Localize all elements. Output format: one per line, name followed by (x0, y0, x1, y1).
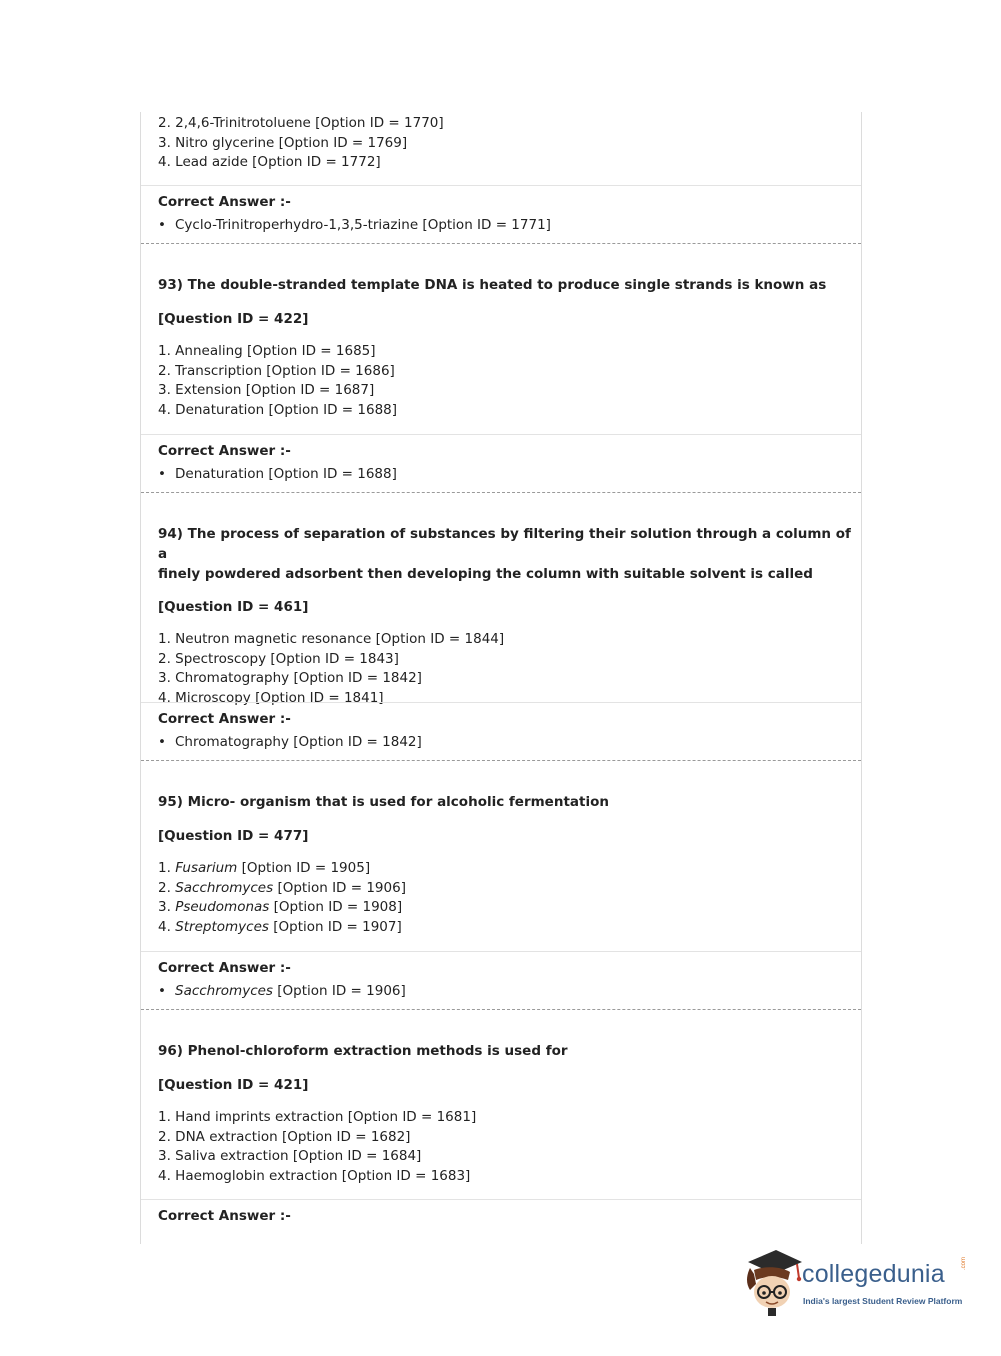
q94-correct-answer (141, 709, 861, 752)
correct-answer-item: • Denaturation [Option ID = 1688] (158, 466, 397, 482)
option: 1. Annealing [Option ID = 1685] (158, 343, 376, 359)
question-id: [Question ID = 421] (158, 1077, 309, 1093)
question-separator (141, 760, 861, 761)
correct-answer-label: Correct Answer :- (158, 194, 291, 210)
question-id: [Question ID = 461] (158, 599, 309, 615)
option: 3. Nitro glycerine [Option ID = 1769] (158, 134, 408, 151)
question-93 (141, 275, 861, 420)
bullet-icon: • (158, 217, 166, 233)
option: 2. Spectroscopy [Option ID = 1843] (158, 650, 399, 667)
option: 4. Denaturation [Option ID = 1688] (158, 401, 398, 418)
option: 3. Chromatography [Option ID = 1842] (158, 670, 422, 686)
correct-answer-label: Correct Answer :- (158, 711, 291, 727)
correct-answer-item: • Cyclo-Trinitroperhydro-1,3,5-triazine [Option ID = 1771] (158, 217, 551, 233)
option: 1. Neutron magnetic resonance [Option ID = 1844] (158, 631, 505, 647)
question-separator (141, 243, 861, 244)
question-title: 96) Phenol-chloroform extraction methods is used for (158, 1043, 568, 1059)
option: 2. Transcription [Option ID = 1686] (158, 362, 395, 379)
question-title: 95) Micro- organism that is used for alcoholic fermentation (158, 794, 609, 810)
bullet-icon: • (158, 466, 166, 482)
question-separator (141, 1009, 861, 1010)
question-paper-sheet (140, 112, 862, 1244)
options-list (158, 342, 861, 420)
q93-correct-answer (141, 441, 861, 484)
correct-answer-label: Correct Answer :- (158, 960, 291, 976)
option: 4. Lead azide [Option ID = 1772] (158, 154, 381, 170)
question-96 (141, 1041, 861, 1186)
options-list (158, 1108, 861, 1186)
divider (141, 434, 861, 435)
logo-com: .com (961, 1256, 967, 1270)
option: 3. Saliva extraction [Option ID = 1684] (158, 1148, 422, 1164)
correct-answer-label: Correct Answer :- (158, 1208, 291, 1224)
option: 3. Pseudomonas [Option ID = 1908] (158, 899, 403, 915)
option: 2. Sacchromyces [Option ID = 1906] (158, 879, 406, 896)
correct-answer-label: Correct Answer :- (158, 443, 291, 459)
question-title: 93) The double-stranded template DNA is heated to produce single strands is known as (158, 277, 827, 293)
correct-answer-item: • Chromatography [Option ID = 1842] (158, 734, 422, 750)
divider (141, 185, 861, 186)
q92-options (141, 114, 861, 173)
option: 2. 2,4,6-Trinitrotoluene [Option ID = 1770] (158, 115, 444, 131)
question-95 (141, 792, 861, 937)
question-title-line: 94) The process of separation of substances by filtering their solution through a column of a (158, 526, 851, 562)
divider (141, 951, 861, 952)
question-94 (141, 524, 861, 708)
option: 2. DNA extraction [Option ID = 1682] (158, 1128, 411, 1145)
question-separator (141, 492, 861, 493)
question-title-line: finely powdered adsorbent then developing the column with suitable solvent is called (158, 566, 813, 582)
collegedunia-logo[interactable] (742, 1250, 972, 1320)
option: 1. Fusarium [Option ID = 1905] (158, 860, 371, 876)
bullet-icon: • (158, 983, 166, 999)
question-id: [Question ID = 422] (158, 311, 309, 327)
q95-correct-answer (141, 958, 861, 1001)
options-list (158, 859, 861, 937)
q96-correct-answer (141, 1206, 861, 1226)
option: 4. Streptomyces [Option ID = 1907] (158, 918, 402, 935)
bullet-icon: • (158, 734, 166, 750)
question-id: [Question ID = 477] (158, 828, 309, 844)
option: 3. Extension [Option ID = 1687] (158, 382, 375, 398)
mascot-icon (742, 1250, 804, 1318)
logo-tagline: India's largest Student Review Platform (803, 1296, 963, 1306)
q92-correct-answer (141, 192, 861, 235)
correct-answer-item: • Sacchromyces [Option ID = 1906] (158, 983, 406, 999)
option: 4. Haemoglobin extraction [Option ID = 1683] (158, 1167, 471, 1184)
logo-wordmark: collegedunia (802, 1260, 945, 1288)
divider (141, 702, 861, 703)
divider (141, 1199, 861, 1200)
options-list (158, 630, 861, 708)
option: 4. Microscopy [Option ID = 1841] (158, 689, 384, 706)
option: 1. Hand imprints extraction [Option ID = 1681] (158, 1109, 477, 1125)
